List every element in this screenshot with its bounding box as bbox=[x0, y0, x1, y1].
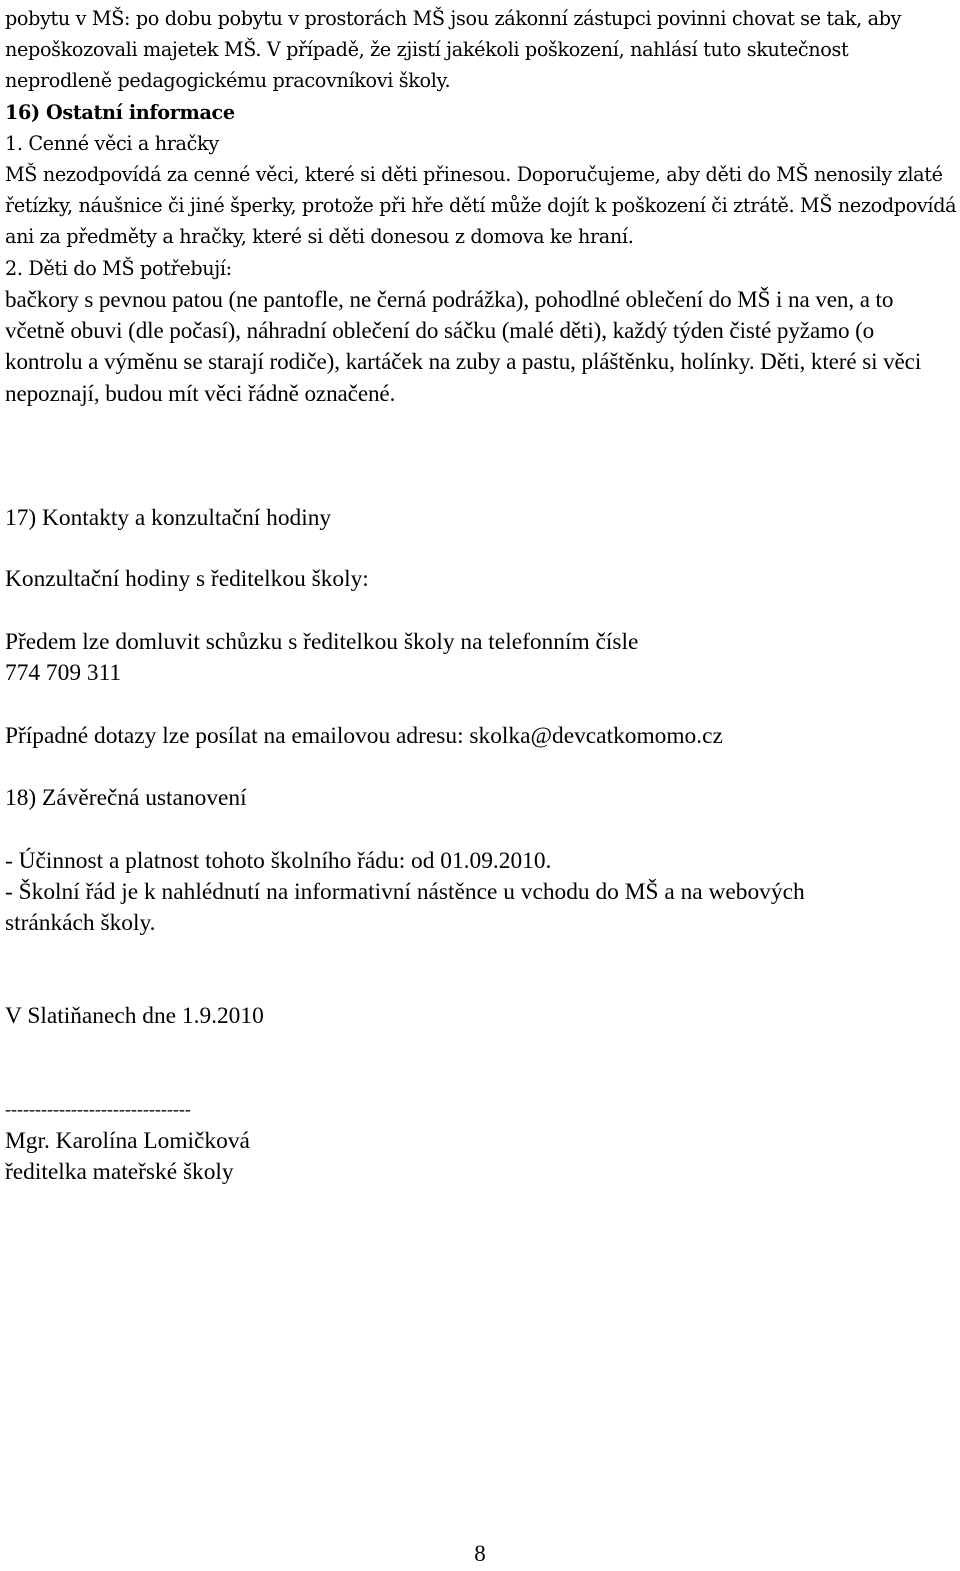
section18-line1: - Účinnost a platnost tohoto školního řádu: od 01.09.2010. bbox=[5, 848, 552, 874]
section15-continuation: pobytu v MŠ: po dobu pobytu v prostorách MŠ jsou zákonní zástupci povinni chovat se tak, aby nepoškozovali majetek MŠ. V případě, že zjistí jakékoli poškození, nahlásí tuto skutečnost neprodleně pedagogickému pracovníkovi školy. bbox=[5, 7, 902, 93]
rules-block-top bbox=[5, 3, 957, 409]
section18-heading: 18) Závěrečná ustanovení bbox=[5, 785, 247, 811]
page-number: 8 bbox=[474, 1541, 486, 1566]
section16-item1-title: 1. Cenné věci a hračky bbox=[5, 131, 219, 155]
email-text: Případné dotazy lze posílat na emailovou adresu: skolka@devcatkomomo.cz bbox=[5, 723, 723, 749]
section18-line2a: - Školní řád je k nahlédnutí na informativní nástěnce u vchodu do MŠ a na webových bbox=[5, 879, 805, 905]
section16-item2-text: bačkory s pevnou patou (ne pantofle, ne černá podrážka), pohodlné oblečení do MŠ i na ven, a to včetně obuvi (dle počasí), náhradní oblečení do sáčku (malé děti), každý týden čisté pyžamo (o kontrolu a výměnu se starají rodiče), kartáček na zuby a pastu, pláštěnku, holínky. Děti, které si věci nepoznají, budou mít věci řádně označené. bbox=[5, 285, 922, 406]
signatory-name: Mgr. Karolína Lomičková bbox=[5, 1128, 250, 1154]
document-page bbox=[5, 0, 957, 409]
signature-line: ------------------------------- bbox=[5, 1099, 191, 1119]
place-date: V Slatiňanech dne 1.9.2010 bbox=[5, 1003, 264, 1029]
consultation-hours-label: Konzultační hodiny s ředitelkou školy: bbox=[5, 566, 369, 592]
section18-line2b: stránkách školy. bbox=[5, 910, 156, 936]
section16-heading: 16) Ostatní informace bbox=[5, 100, 235, 124]
appointment-text: Předem lze domluvit schůzku s ředitelkou školy na telefonním čísle bbox=[5, 629, 639, 655]
phone-number: 774 709 311 bbox=[5, 660, 122, 686]
section16-item2-title: 2. Děti do MŠ potřebují: bbox=[5, 256, 232, 280]
section17-heading: 17) Kontakty a konzultační hodiny bbox=[5, 505, 332, 531]
signatory-role: ředitelka mateřské školy bbox=[5, 1159, 234, 1185]
section16-item1-text: MŠ nezodpovídá za cenné věci, které si děti přinesou. Doporučujeme, aby děti do MŠ nenosily zlaté řetízky, náušnice či jiné šperky, protože při hře dětí může dojít k poškození či ztrátě. MŠ nezodpovídá ani za předměty a hračky, které si děti donesou z domova ke hraní. bbox=[5, 163, 957, 249]
